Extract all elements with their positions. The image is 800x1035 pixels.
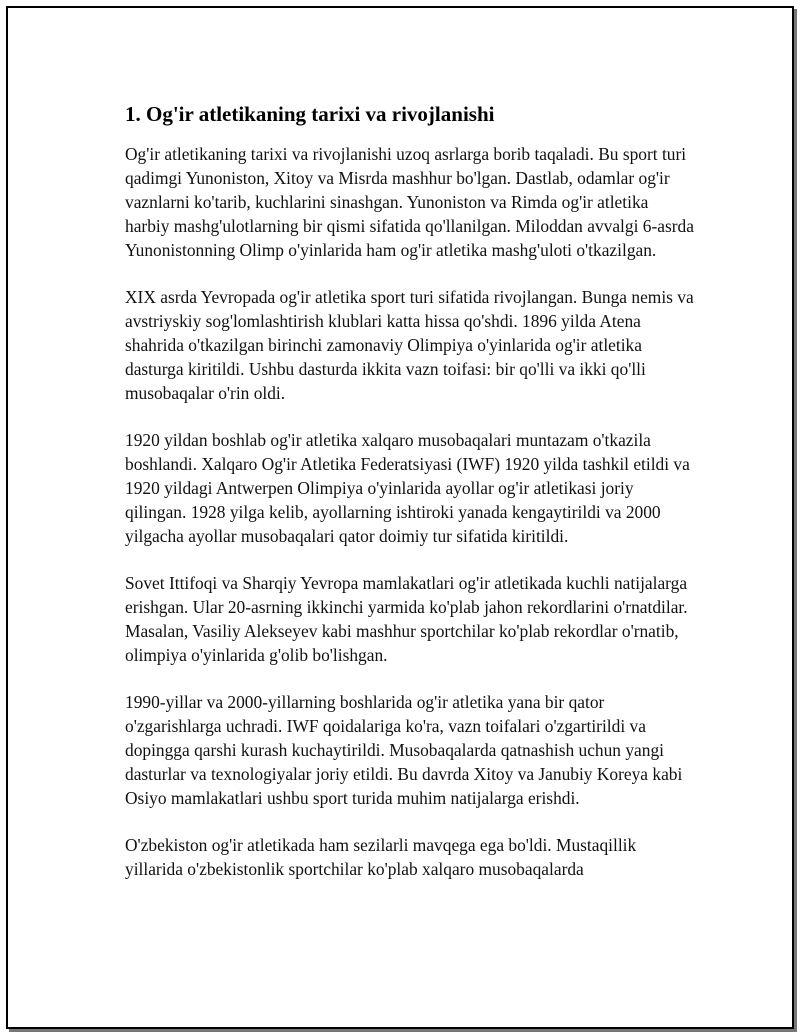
paragraph-uzbekistan: O'zbekiston og'ir atletikada ham sezilarli mavqega ega bo'ldi. Mustaqillik yillarida o'zbekistonlik sportchilar ko'plab xalqaro musobaqalarda <box>125 835 637 879</box>
paragraph-nineteenth-century: XIX asrda Yevropada og'ir atletika sport turi sifatida rivojlangan. Bunga nemis va avstriyskiy sog'lomlashtirish klublari katta hissa qo'shdi. 1896 yilda Atena shahrida o'tkazilgan birinchi zamonaviy Olimpiya o'yinlarida og'ir atletika dasturga kiritildi. Ushbu dasturda ikkita vazn toifasi: bir qo'lli va ikki qo'lli musobaqalar o'rin oldi. <box>125 287 694 403</box>
paragraph-history-origins: Og'ir atletikaning tarixi va rivojlanishi uzoq asrlarga borib taqaladi. Bu sport turi qadimgi Yunoniston, Xitoy va Misrda mashhur bo'lgan. Dastlab, odamlar og'ir vaznlarni ko'tarib, kuchlarini sinashgan. Yunoniston va Rimda og'ir atletika harbiy mashg'ulotlarning bir qismi sifatida qo'llanilgan. Miloddan avvalgi 6-asrda Yunonistonning Olimp o'yinlarida ham og'ir atletika mashg'uloti o'tkazilgan. <box>125 144 694 260</box>
document-page <box>6 6 794 1029</box>
paragraph-international-competitions: 1920 yildan boshlab og'ir atletika xalqaro musobaqalari muntazam o'tkazila boshlandi. Xalqaro Og'ir Atletika Federatsiyasi (IWF) 1920 yilda tashkil etildi va 1920 yildagi Antwerpen Olimpiya o'yinlarida ayollar og'ir atletikasi joriy qilingan. 1928 yilga kelib, ayollarning ishtiroki yanada kengaytirildi va 2000 yilgacha ayollar musobaqalari qator doimiy tur sifatida kiritildi. <box>125 430 690 546</box>
paragraph-modern-changes: 1990-yillar va 2000-yillarning boshlarida og'ir atletika yana bir qator o'zgarishlarga uchradi. IWF qoidalariga ko'ra, vazn toifalari o'zgartirildi va dopingga qarshi kurash kuchaytirildi. Musobaqalarda qatnashish uchun yangi dasturlar va texnologiyalar joriy etildi. Bu davrda Xitoy va Janubiy Koreya kabi Osiyo mamlakatlari ushbu sport turida muhim natijalarga erishdi. <box>125 692 683 808</box>
section-heading: 1. Og'ir atletikaning tarixi va rivojlanishi <box>125 102 495 126</box>
document-body <box>125 100 697 904</box>
paragraph-soviet-achievements: Sovet Ittifoqi va Sharqiy Yevropa mamlakatlari og'ir atletikada kuchli natijalarga erishgan. Ular 20-asrning ikkinchi yarmida ko'plab jahon rekordlarini o'rnatdilar. Masalan, Vasiliy Alekseyev kabi mashhur sportchilar ko'plab rekordlar o'rnatib, olimpiya o'yinlarida g'olib bo'lishgan. <box>125 573 688 665</box>
